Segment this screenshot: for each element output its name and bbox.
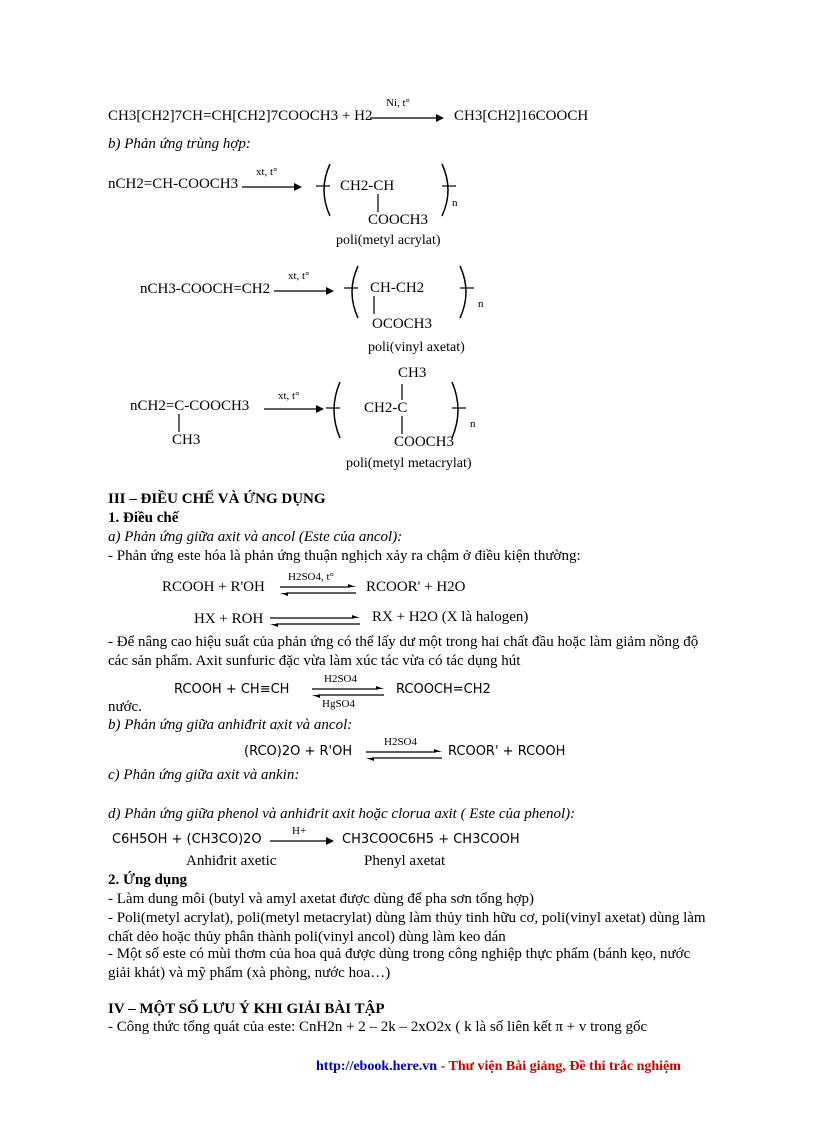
section3-title: III – ĐIỀU CHẾ VÀ ỨNG DỤNG bbox=[108, 491, 326, 507]
usage-2-line2: chất dẻo hoặc thủy phân thành poli(vinyl ancol) dùng làm keo dán bbox=[108, 929, 506, 945]
eq4-condition: H2SO4 bbox=[384, 736, 418, 748]
eq4-left: (RCO)2O + R'OH bbox=[244, 744, 353, 759]
poly3-reactant-sub: CH3 bbox=[172, 432, 201, 448]
poly1-sub: COOCH3 bbox=[368, 212, 429, 228]
eq3-left: RCOOH + CH≡CH bbox=[174, 682, 290, 697]
poly2-condition: xt, t° bbox=[288, 270, 310, 282]
eq3-cond-top: H2SO4 bbox=[324, 673, 358, 685]
eq1-left: RCOOH + R'OH bbox=[162, 579, 265, 595]
footer-text: Thư viện Bài giảng, Đề thi trắc nghiệm bbox=[448, 1059, 681, 1074]
poly3-reactant-bond bbox=[177, 414, 181, 432]
eq2-left: HX + ROH bbox=[194, 611, 264, 627]
poly2-n: n bbox=[478, 298, 484, 310]
footer-link[interactable]: http://ebook.here.vn bbox=[316, 1059, 438, 1074]
section3-sub1: 1. Điều chế bbox=[108, 510, 179, 526]
para1-line1: - Để nâng cao hiệu suất của phản ứng có thể lấy dư một trong hai chất đầu hoặc làm giảm nồng độ bbox=[108, 634, 699, 650]
poly3-arrow bbox=[264, 404, 324, 414]
poly2-arrow bbox=[274, 286, 334, 296]
poly1-name: poli(metyl acrylat) bbox=[336, 233, 441, 248]
poly3-name: poli(metyl metacrylat) bbox=[346, 456, 472, 471]
eq3-right: RCOOCH=CH2 bbox=[396, 682, 491, 697]
poly1-n: n bbox=[452, 197, 458, 209]
poly1-chain: CH2-CH bbox=[340, 178, 395, 194]
poly3-chain: CH2-C bbox=[364, 400, 408, 416]
section3-b-title: b) Phản ứng giữa anhiđrit axit và ancol: bbox=[108, 717, 353, 733]
hydro-arrow bbox=[370, 113, 444, 123]
eq1-right: RCOOR' + H2O bbox=[366, 579, 466, 595]
section3-a-text: - Phản ứng este hóa là phản ứng thuận nghịch xảy ra chậm ở điều kiện thường: bbox=[108, 548, 581, 564]
eq5-right: CH3COOC6H5 + CH3COOH bbox=[342, 832, 520, 847]
eq3-equilibrium-arrow bbox=[312, 686, 384, 698]
poly3-condition: xt, t° bbox=[278, 390, 300, 402]
eq2-equilibrium-arrow bbox=[270, 615, 360, 627]
poly2-sub: OCOCH3 bbox=[372, 316, 433, 332]
poly1-arrow bbox=[242, 182, 302, 192]
eq1-condition: H2SO4, t° bbox=[288, 571, 334, 583]
poly2-reactant: nCH3-COOCH=CH2 bbox=[140, 281, 271, 297]
poly3-reactant: nCH2=C-COOCH3 bbox=[130, 398, 250, 414]
usage-1: - Làm dung môi (butyl và amyl axetat được dùng để pha sơn tổng hợp) bbox=[108, 891, 535, 907]
eq5-label-left: Anhiđrit axetic bbox=[186, 853, 277, 869]
section4-title: IV – MỘT SỐ LƯU Ý KHI GIẢI BÀI TẬP bbox=[108, 1001, 385, 1017]
poly2-chain: CH-CH2 bbox=[370, 280, 425, 296]
eq1-equilibrium-arrow bbox=[280, 584, 356, 596]
section-b-title: b) Phản ứng trùng hợp: bbox=[108, 136, 251, 152]
section3-sub2: 2. Ứng dụng bbox=[108, 872, 188, 888]
poly3-top: CH3 bbox=[398, 365, 427, 381]
footer-separator: - bbox=[437, 1059, 449, 1074]
usage-3-line1: - Một số este có mùi thơm của hoa quả được dùng trong công nghiệp thực phẩm (bánh kẹo, nước bbox=[108, 946, 691, 962]
hydro-right: CH3[CH2]16COOCH bbox=[454, 108, 589, 124]
eq4-equilibrium-arrow bbox=[366, 749, 442, 761]
hydrogenation-equation bbox=[108, 108, 372, 125]
poly1-reactant: nCH2=CH-COOCH3 bbox=[108, 176, 239, 192]
section3-a-title: a) Phản ứng giữa axit và ancol (Este của ancol): bbox=[108, 529, 403, 545]
eq5-condition: H+ bbox=[292, 825, 307, 837]
eq5-arrow bbox=[270, 836, 334, 846]
eq3-cond-bottom: HgSO4 bbox=[322, 698, 356, 710]
section4-line1: - Công thức tổng quát của este: CnH2n + 2 – 2k – 2xO2x ( k là số liên kết π + v trong gốc bbox=[108, 1019, 648, 1035]
hydro-left: CH3[CH2]7CH=CH[CH2]7COOCH3 + H2 bbox=[108, 108, 373, 124]
nuoc-text: nước. bbox=[108, 699, 142, 715]
poly3-sub: COOCH3 bbox=[394, 434, 455, 450]
footer bbox=[316, 1057, 681, 1076]
poly2-name: poli(vinyl axetat) bbox=[368, 340, 465, 355]
usage-2-line1: - Poli(metyl acrylat), poli(metyl metacrylat) dùng làm thủy tinh hữu cơ, poli(vinyl axetat) dùng làm bbox=[108, 910, 706, 926]
eq5-label-right: Phenyl axetat bbox=[364, 853, 446, 869]
section3-c-title: c) Phản ứng giữa axit và ankin: bbox=[108, 767, 300, 783]
usage-3-line2: giải khát) và mỹ phẩm (xà phòng, nước hoa…) bbox=[108, 965, 391, 981]
hydro-condition: Ni, t° bbox=[386, 97, 410, 109]
poly3-n: n bbox=[470, 418, 476, 430]
eq4-right: RCOOR' + RCOOH bbox=[448, 744, 566, 759]
poly1-condition: xt, t° bbox=[256, 166, 278, 178]
eq5-left: C6H5OH + (CH3CO)2O bbox=[112, 832, 262, 847]
section3-d-title: d) Phản ứng giữa phenol và anhiđrit axit hoặc clorua axit ( Este của phenol): bbox=[108, 806, 576, 822]
para1-line2: các sản phẩm. Axit sunfuric đặc vừa làm xúc tác vừa có tác dụng hút bbox=[108, 653, 521, 669]
eq2-right: RX + H2O (X là halogen) bbox=[372, 609, 529, 625]
